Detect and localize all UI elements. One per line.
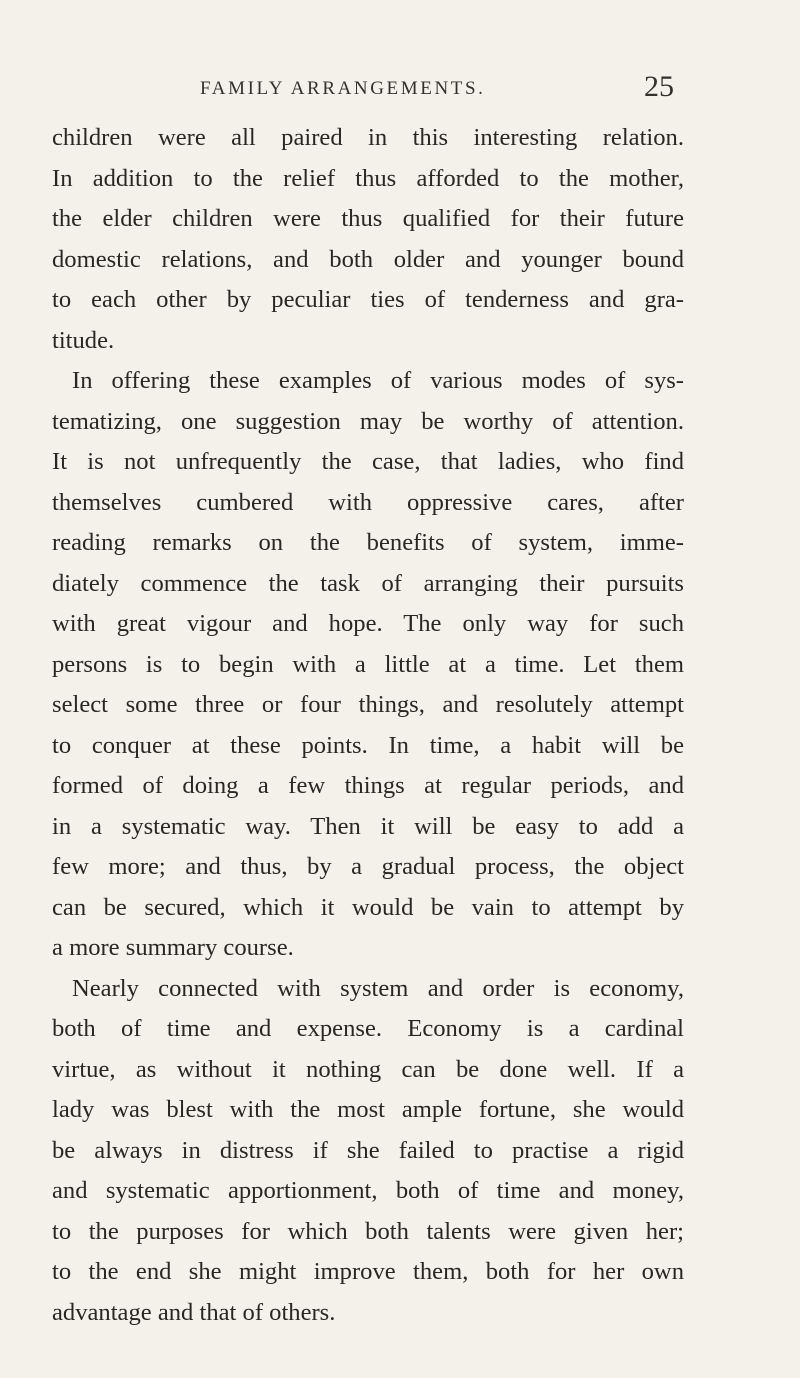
paragraph bbox=[52, 969, 684, 1334]
text-line: reading remarks on the benefits of system, imme- bbox=[52, 529, 684, 556]
text-line: both of time and expense. Economy is a cardinal bbox=[52, 1015, 684, 1042]
text-line: It is not unfrequently the case, that ladies, who find bbox=[52, 448, 684, 475]
text-line: with great vigour and hope. The only way for such bbox=[52, 610, 684, 637]
text-line: persons is to begin with a little at a time. Let them bbox=[52, 650, 684, 678]
text-line: In offering these examples of various modes of sys- bbox=[72, 367, 684, 394]
text-line: to each other by peculiar ties of tenderness and gra- bbox=[52, 286, 684, 313]
text-line: In addition to the relief thus afforded to the mother, bbox=[52, 164, 684, 192]
text-line: titude. bbox=[52, 326, 115, 354]
text-line: tematizing, one suggestion may be worthy of attention. bbox=[52, 407, 684, 435]
text-line: be always in distress if she failed to practise a rigid bbox=[52, 1136, 684, 1164]
text-line: Nearly connected with system and order is economy, bbox=[72, 974, 684, 1002]
text-line: diately commence the task of arranging their pursuits bbox=[52, 569, 684, 597]
text-line: lady was blest with the most ample fortune, she would bbox=[52, 1096, 684, 1123]
running-title: FAMILY ARRANGEMENTS. bbox=[200, 78, 486, 99]
text-line: and systematic apportionment, both of time and money, bbox=[52, 1177, 684, 1204]
text-line: themselves cumbered with oppressive cares, after bbox=[52, 488, 684, 516]
page-number: 25 bbox=[644, 70, 674, 103]
text-line: formed of doing a few things at regular periods, and bbox=[52, 772, 684, 799]
paragraph bbox=[52, 118, 684, 361]
paragraph bbox=[52, 361, 684, 969]
text-line: few more; and thus, by a gradual process, the object bbox=[52, 853, 684, 880]
text-line: select some three or four things, and resolutely attempt bbox=[52, 691, 684, 718]
text-line: can be secured, which it would be vain to attempt by bbox=[52, 893, 684, 921]
body-text bbox=[52, 118, 684, 1333]
text-line: to conquer at these points. In time, a habit will be bbox=[52, 731, 684, 759]
text-line: a more summary course. bbox=[52, 934, 294, 961]
text-line: to the end she might improve them, both for her own bbox=[52, 1258, 684, 1285]
text-line: in a systematic way. Then it will be easy to add a bbox=[52, 812, 684, 840]
text-line: advantage and that of others. bbox=[52, 1298, 336, 1326]
text-line: children were all paired in this interesting relation. bbox=[52, 124, 684, 151]
text-line: virtue, as without it nothing can be done well. If a bbox=[52, 1055, 684, 1083]
running-head bbox=[0, 70, 800, 104]
text-line: to the purposes for which both talents were given her; bbox=[52, 1217, 684, 1245]
text-line: domestic relations, and both older and younger bound bbox=[52, 245, 684, 273]
text-line: the elder children were thus qualified for their future bbox=[52, 205, 684, 232]
